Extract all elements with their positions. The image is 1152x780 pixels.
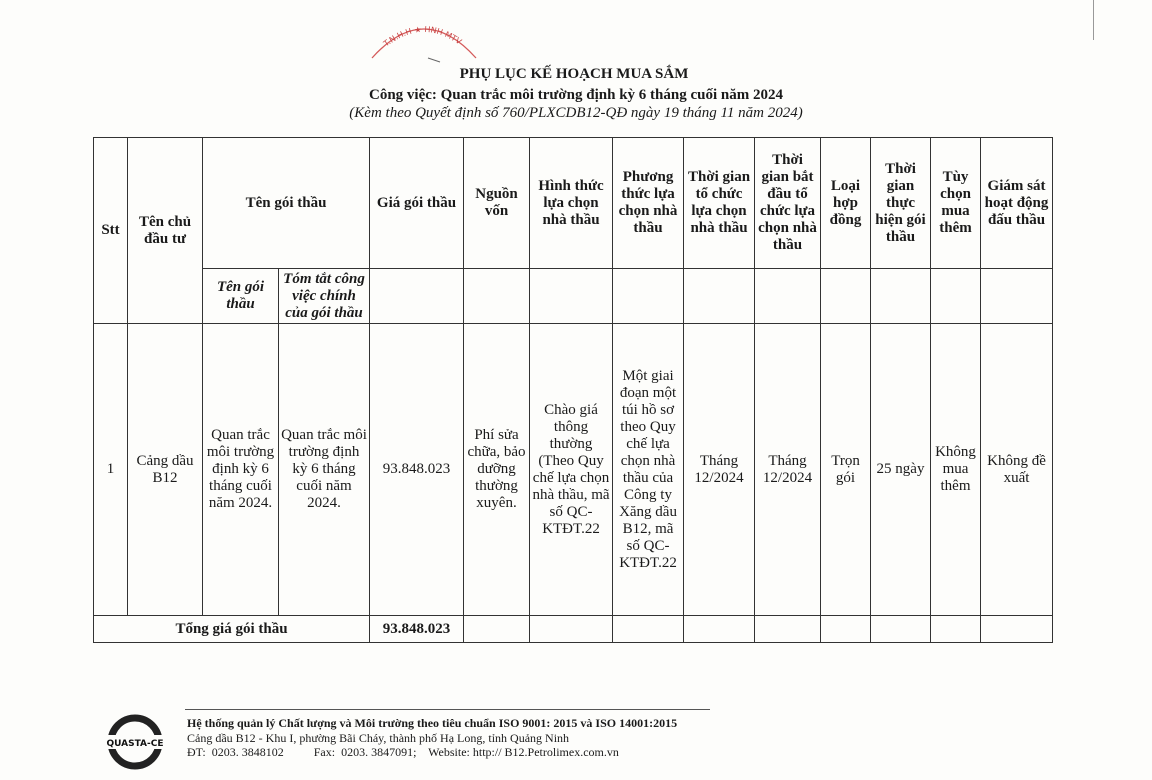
empty-cell bbox=[981, 616, 1053, 643]
svg-text:T.N.H.H ★ HNH MTV: T.N.H.H ★ HNH MTV bbox=[381, 24, 464, 49]
empty-cell bbox=[530, 269, 613, 324]
col-header-selection-form: Hình thức lựa chọn nhà thầu bbox=[530, 138, 613, 269]
col-header-option: Tùy chọn mua thêm bbox=[931, 138, 981, 269]
document-title: PHỤ LỤC KẾ HOẠCH MUA SẮM bbox=[459, 66, 689, 82]
empty-cell bbox=[464, 269, 530, 324]
decision-reference: (Kèm theo Quyết định số 760/PLXCDB12-QĐ ngày 19 tháng 11 năm 2024) bbox=[349, 105, 803, 121]
empty-cell bbox=[931, 269, 981, 324]
col-header-duration: Thời gian thực hiện gói thầu bbox=[871, 138, 931, 269]
cell-package-name: Quan trắc môi trường định kỳ 6 tháng cuối năm 2024. bbox=[203, 324, 279, 616]
cell-fund: Phí sửa chữa, bảo dưỡng thường xuyên. bbox=[464, 324, 530, 616]
col-header-supervision: Giám sát hoạt động đấu thầu bbox=[981, 138, 1053, 269]
empty-cell bbox=[821, 616, 871, 643]
empty-cell bbox=[755, 269, 821, 324]
cell-selection-form: Chào giá thông thường (Theo Quy chế lựa chọn nhà thầu, mã số QC-KTĐT.22 bbox=[530, 324, 613, 616]
col-header-start-time: Thời gian bắt đầu tổ chức lựa chọn nhà thầu bbox=[755, 138, 821, 269]
table-row bbox=[94, 324, 1053, 616]
col-header-selection-method: Phương thức lựa chọn nhà thầu bbox=[613, 138, 684, 269]
cell-option: Không mua thêm bbox=[931, 324, 981, 616]
cell-stt: 1 bbox=[94, 324, 128, 616]
header-row-main bbox=[94, 138, 1053, 269]
procurement-plan-table bbox=[93, 137, 1053, 643]
col-header-owner: Tên chủ đầu tư bbox=[128, 138, 203, 324]
cell-contract-type: Trọn gói bbox=[821, 324, 871, 616]
empty-cell bbox=[931, 616, 981, 643]
svg-text:QUASTA-CE: QUASTA-CE bbox=[106, 739, 164, 749]
col-header-price: Giá gói thầu bbox=[370, 138, 464, 269]
total-row bbox=[94, 616, 1053, 643]
empty-cell bbox=[613, 616, 684, 643]
col-header-package-name: Tên gói thầu bbox=[203, 269, 279, 324]
empty-cell bbox=[684, 616, 755, 643]
empty-cell bbox=[981, 269, 1053, 324]
empty-cell bbox=[684, 269, 755, 324]
empty-cell bbox=[871, 616, 931, 643]
company-stamp bbox=[368, 18, 480, 70]
cell-supervision: Không đề xuất bbox=[981, 324, 1053, 616]
col-header-stt: Stt bbox=[94, 138, 128, 324]
footer-contacts: ĐT: 0203. 3848102 Fax: 0203. 3847091; Website: http:// B12.Petrolimex.com.vn bbox=[187, 745, 619, 759]
empty-cell bbox=[464, 616, 530, 643]
footer-divider bbox=[185, 709, 710, 710]
document-subtitle: Công việc: Quan trắc môi trường định kỳ 6 tháng cuối năm 2024 bbox=[368, 87, 783, 103]
cell-start-time: Tháng 12/2024 bbox=[755, 324, 821, 616]
empty-cell bbox=[821, 269, 871, 324]
cell-duration: 25 ngày bbox=[871, 324, 931, 616]
quasta-logo bbox=[106, 713, 164, 771]
cell-package-summary: Quan trắc môi trường định kỳ 6 tháng cuối năm 2024. bbox=[279, 324, 370, 616]
col-header-contract-type: Loại hợp đồng bbox=[821, 138, 871, 269]
total-label: Tổng giá gói thầu bbox=[94, 616, 370, 643]
cell-owner: Cảng dầu B12 bbox=[128, 324, 203, 616]
footer-address: Cảng dầu B12 - Khu I, phường Bãi Cháy, thành phố Hạ Long, tỉnh Quảng Ninh bbox=[187, 731, 570, 745]
empty-cell bbox=[530, 616, 613, 643]
cell-price: 93.848.023 bbox=[370, 324, 464, 616]
cell-org-time: Tháng 12/2024 bbox=[684, 324, 755, 616]
footer-iso-line: Hệ thống quản lý Chất lượng và Môi trường theo tiêu chuẩn ISO 9001: 2015 và ISO 14001:2015 bbox=[187, 716, 678, 730]
cell-selection-method: Một giai đoạn một túi hồ sơ theo Quy chế lựa chọn nhà thầu của Công ty Xăng dầu B12, mã số QC-KTĐT.22 bbox=[613, 324, 684, 616]
page-edge-mark bbox=[1093, 0, 1094, 40]
col-header-package-group: Tên gói thầu bbox=[203, 138, 370, 269]
header-row-sub bbox=[94, 269, 1053, 324]
col-header-package-summary: Tóm tắt công việc chính của gói thầu bbox=[279, 269, 370, 324]
total-value: 93.848.023 bbox=[370, 616, 464, 643]
empty-cell bbox=[613, 269, 684, 324]
empty-cell bbox=[755, 616, 821, 643]
col-header-org-time: Thời gian tổ chức lựa chọn nhà thầu bbox=[684, 138, 755, 269]
empty-cell bbox=[370, 269, 464, 324]
empty-cell bbox=[871, 269, 931, 324]
col-header-fund: Nguồn vốn bbox=[464, 138, 530, 269]
